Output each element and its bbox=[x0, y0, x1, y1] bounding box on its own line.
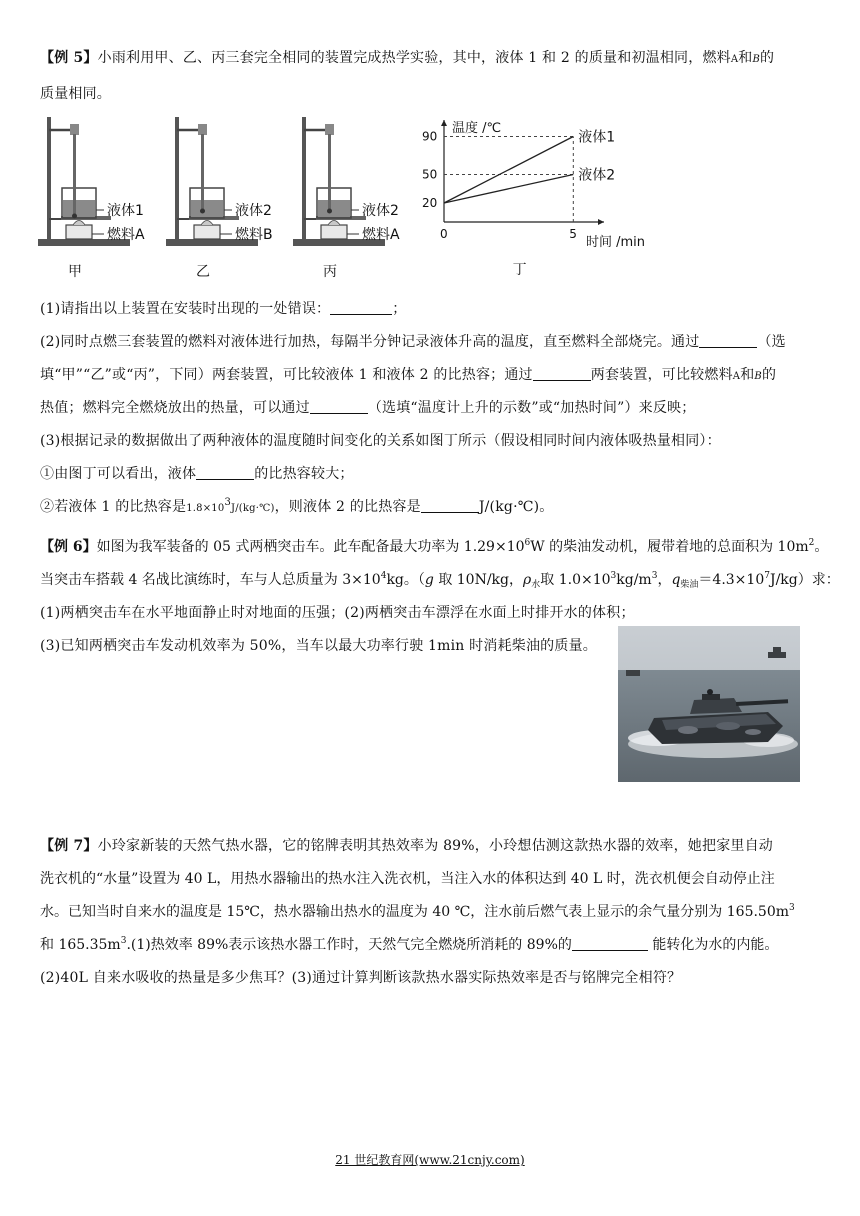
apparatus-figures bbox=[36, 112, 436, 284]
ex5-q3-2: ②若液体 1 的比热容是$1.8\times 10^3J/(kg\cdot℃)$，则液体 2 的比热容是 J/(kg·℃)。 bbox=[40, 497, 554, 515]
y-tick-label: 20 bbox=[422, 196, 438, 210]
ex5-intro-line2: 质量相同。 bbox=[40, 86, 111, 102]
page-footer: 21 世纪教育网(www.21cnjy.com) bbox=[335, 1153, 525, 1167]
answer-blank[interactable] bbox=[421, 498, 479, 513]
ex7-line1: 【例 7】小玲家新装的天然气热水器，它的铭牌表明其热效率为 89%，小玲想估测这款热水器的效率，她把家里自动 bbox=[40, 838, 773, 854]
apparatus-yi-caption: 乙 bbox=[196, 264, 210, 280]
x-axis-label: 时间 /min bbox=[586, 235, 646, 250]
answer-blank[interactable] bbox=[196, 465, 254, 480]
ex6-line3: (1)两栖突击车在水平地面静止时对地面的压强；(2)两栖突击车漂浮在水面上时排开水的体积； bbox=[40, 605, 635, 621]
apparatus-jia-caption: 甲 bbox=[68, 264, 82, 280]
chart-series bbox=[444, 137, 573, 204]
answer-blank[interactable] bbox=[699, 333, 757, 348]
ex5-q1: (1)请指出以上装置在安装时出现的一处错误： ； bbox=[40, 301, 407, 317]
ex5-q2-line2: 填“甲”“乙”或“丙”，下同）两套装置，可比较液体 1 和液体 2 的比热容；通过 两套装置，可比较燃料A和B的 bbox=[40, 367, 777, 383]
amphibious-vehicle-photo bbox=[618, 626, 800, 782]
y-tick-label: 90 bbox=[422, 129, 438, 144]
chart-labels bbox=[422, 120, 645, 278]
series-line-2 bbox=[444, 175, 573, 204]
ex6-line4: (3)已知两栖突击车发动机效率为 50%，当车以最大功率行驶 1min 时消耗柴油的质量。 bbox=[40, 638, 597, 654]
ex5-intro-line1: 【例 5】小雨利用甲、乙、丙三套完全相同的装置完成热学实验，其中，液体 1 和 2 的质量和初温相同，燃料A和B的 bbox=[40, 50, 775, 66]
answer-blank[interactable] bbox=[330, 300, 392, 315]
series-line-1 bbox=[444, 137, 573, 204]
apparatus-bing-fuel: 燃料A bbox=[362, 227, 400, 243]
x-tick-label: 0 bbox=[440, 227, 448, 241]
ex5-tag: 【例 5】 bbox=[40, 50, 98, 66]
ex7-line4: 和 $165.35m^3.(1)$热效率 89%表示该热水器工作时，天然气完全燃烧所消耗的 89%的 能转化为水的内能。 bbox=[40, 936, 779, 953]
x-axis-arrow bbox=[598, 219, 604, 225]
ex7-line3: 水。已知当时自来水的温度是 15℃，热水器输出热水的温度为 40 ℃，注水前后燃气表上显示的余气量分别为 $165.50m^3$ bbox=[40, 903, 795, 920]
y-axis-label: 温度 /℃ bbox=[452, 121, 502, 136]
apparatus-bing-liquid: 液体2 bbox=[362, 203, 399, 219]
ex5-q2-line3: 热值；燃料完全燃烧放出的热量，可以通过 （选填“温度计上升的示数”或“加热时间”）来反映； bbox=[40, 400, 696, 416]
answer-blank[interactable] bbox=[572, 936, 648, 951]
ex6-tag: 【例 6】 bbox=[40, 539, 97, 555]
ex7-line2: 洗衣机的“水量”设置为 40 L，用热水器输出的热水注入洗衣机，当注入水的体积达到 40 L 时，洗衣机便会自动停止注 bbox=[40, 871, 775, 887]
ex7-tag: 【例 7】 bbox=[40, 838, 98, 854]
y-tick-label: 50 bbox=[422, 167, 438, 182]
apparatus-yi-fuel: 燃料B bbox=[235, 227, 273, 243]
apparatus-bing bbox=[293, 117, 400, 280]
ex6-line2: 当突击车搭载 4 名战比演练时，车与人总质量为 $3\times 10^4kg$。（g 取 10N/kg，$\rho_水$取 $1.0\times 10^3kg/m^3$，$q_{柴油}=4.3\times 10^7J/kg$）求： bbox=[40, 571, 840, 590]
ex5-q3-1: ①由图丁可以看出，液体 的比热容较大； bbox=[40, 466, 354, 482]
temperature-time-chart bbox=[420, 112, 646, 284]
y-axis-arrow bbox=[441, 120, 447, 126]
apparatus-jia-fuel: 燃料A bbox=[107, 227, 145, 243]
chart-caption: 丁 bbox=[512, 262, 527, 278]
apparatus-jia bbox=[38, 117, 145, 280]
answer-blank[interactable] bbox=[310, 399, 368, 414]
apparatus-jia-liquid: 液体1 bbox=[107, 203, 144, 219]
ex7-line5: (2)40L 自来水吸收的热量是多少焦耳？(3)通过计算判断该款热水器实际热效率是否与铭牌完全相符？ bbox=[40, 970, 682, 986]
answer-blank[interactable] bbox=[533, 366, 591, 381]
apparatus-yi bbox=[166, 117, 273, 280]
series-label-2: 液体2 bbox=[578, 167, 616, 184]
apparatus-bing-caption: 丙 bbox=[323, 264, 337, 280]
series-label-1: 液体1 bbox=[578, 129, 616, 146]
x-tick-label: 5 bbox=[569, 227, 577, 241]
apparatus-yi-liquid: 液体2 bbox=[235, 203, 272, 219]
ex5-q2-line1: (2)同时点燃三套装置的燃料对液体进行加热，每隔半分钟记录液体升高的温度，直至燃料全部烧完。通过 （选 bbox=[40, 334, 786, 350]
ex6-line1: 【例 6】如图为我军装备的 05 式两栖突击车。此车配备最大功率为 $1.29\times 10^6W$ 的柴油发动机，履带着地的总面积为 $10m^2$。 bbox=[40, 538, 829, 555]
ex5-q3: (3)根据记录的数据做出了两种液体的温度随时间变化的关系如图丁所示（假设相同时间内液体吸热量相同）： bbox=[40, 433, 721, 449]
